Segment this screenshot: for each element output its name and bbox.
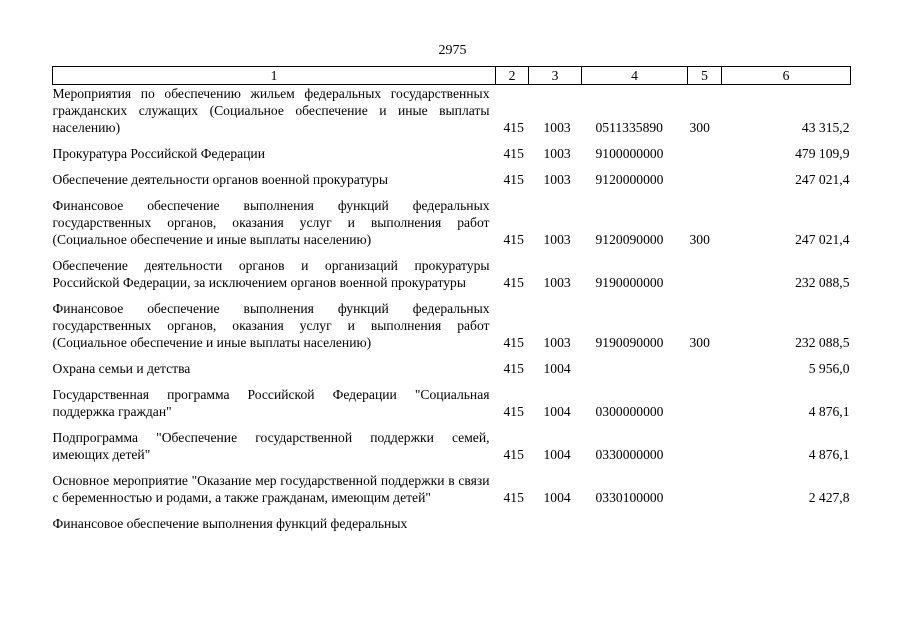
row-rz: 1003 <box>543 172 571 187</box>
row-sum: 2 427,8 <box>808 490 850 505</box>
row-rz: 1004 <box>543 447 571 462</box>
row-spacer <box>53 248 851 257</box>
row-gr: 415 <box>503 490 524 505</box>
row-rz: 1003 <box>543 335 571 350</box>
table-row <box>53 145 851 162</box>
row-gr: 415 <box>503 120 524 135</box>
row-sum: 479 109,9 <box>795 146 850 161</box>
row-spacer <box>53 188 851 197</box>
row-rz: 1003 <box>543 120 571 135</box>
row-spacer <box>53 136 851 145</box>
page-number: 2975 <box>438 43 467 58</box>
row-csr: 9190000000 <box>595 275 664 290</box>
row-spacer <box>53 506 851 515</box>
row-name: Прокуратура Российской Федерации <box>52 146 265 161</box>
row-sum: 247 021,4 <box>795 172 850 187</box>
row-csr <box>582 360 688 377</box>
row-spacer <box>53 420 851 429</box>
row-gr: 415 <box>503 447 524 462</box>
row-spacer <box>53 162 851 171</box>
row-rz: 1003 <box>543 232 571 247</box>
table-row <box>53 429 851 463</box>
row-spacer <box>53 377 851 386</box>
row-sum: 232 088,5 <box>795 275 850 290</box>
table-row <box>53 515 851 532</box>
row-gr <box>496 515 529 532</box>
row-vr <box>688 145 722 162</box>
column-header-vr: 5 <box>688 67 722 85</box>
row-sum: 43 315,2 <box>801 120 850 135</box>
table-row <box>53 85 851 137</box>
row-vr <box>688 515 722 532</box>
row-name: Государственная программа Российской Федерации "Социальная поддержка граждан" <box>52 387 490 419</box>
row-gr: 415 <box>503 335 524 350</box>
table-row <box>53 386 851 420</box>
row-name: Финансовое обеспечение выполнения функций федеральных государственных органов, оказания услуг и выполнения работ (Социальное обеспечение и иные выплаты населению) <box>52 198 490 247</box>
row-gr: 415 <box>503 232 524 247</box>
header-row <box>53 67 851 85</box>
row-csr: 9100000000 <box>595 146 664 161</box>
column-header-rz: 3 <box>529 67 582 85</box>
table-row <box>53 171 851 188</box>
row-csr: 9190090000 <box>595 335 664 350</box>
table-row <box>53 197 851 248</box>
row-spacer-cell <box>53 506 851 515</box>
column-header-name: 1 <box>53 67 496 85</box>
row-rz: 1003 <box>543 146 571 161</box>
row-sum: 232 088,5 <box>795 335 850 350</box>
row-rz <box>529 515 582 532</box>
row-gr: 415 <box>503 404 524 419</box>
row-sum: 4 876,1 <box>808 447 850 462</box>
row-csr: 0330100000 <box>595 490 664 505</box>
row-spacer <box>53 463 851 472</box>
column-header-gr: 2 <box>496 67 529 85</box>
row-rz: 1003 <box>543 275 571 290</box>
row-name: Охрана семьи и детства <box>52 361 191 376</box>
row-spacer-cell <box>53 377 851 386</box>
row-name: Обеспечение деятельности органов военной прокуратуры <box>52 172 388 187</box>
row-spacer <box>53 291 851 300</box>
row-name: Финансовое обеспечение выполнения функций федеральных государственных органов, оказания услуг и выполнения работ (Социальное обеспечение и иные выплаты населению) <box>52 301 490 350</box>
row-vr <box>688 386 722 420</box>
row-vr: 300 <box>689 335 710 350</box>
table-header <box>53 67 851 85</box>
row-vr: 300 <box>689 232 710 247</box>
row-spacer-cell <box>53 188 851 197</box>
row-csr: 0330000000 <box>595 447 664 462</box>
row-spacer-cell <box>53 136 851 145</box>
row-csr: 9120090000 <box>595 232 664 247</box>
table-row <box>53 472 851 506</box>
row-name: Финансовое обеспечение выполнения функций федеральных <box>52 516 408 531</box>
row-name: Подпрограмма "Обеспечение государственной поддержки семей, имеющих детей" <box>52 430 490 462</box>
table-row <box>53 360 851 377</box>
row-vr <box>688 360 722 377</box>
row-rz: 1004 <box>543 404 571 419</box>
row-gr: 415 <box>503 146 524 161</box>
row-spacer-cell <box>53 162 851 171</box>
row-gr: 415 <box>503 275 524 290</box>
table-row <box>53 300 851 351</box>
row-spacer-cell <box>53 351 851 360</box>
row-name: Обеспечение деятельности органов и организаций прокуратуры Российской Федерации, за исключением органов военной прокуратуры <box>52 258 490 290</box>
row-csr: 0300000000 <box>595 404 664 419</box>
row-gr: 415 <box>503 361 524 376</box>
row-vr <box>688 429 722 463</box>
row-rz: 1004 <box>543 490 571 505</box>
row-spacer-cell <box>53 420 851 429</box>
table-row <box>53 257 851 291</box>
row-spacer-cell <box>53 291 851 300</box>
column-header-sum: 6 <box>722 67 851 85</box>
column-header-csr: 4 <box>582 67 688 85</box>
row-csr <box>582 515 688 532</box>
row-csr: 0511335890 <box>595 120 663 135</box>
row-vr <box>688 257 722 291</box>
row-vr <box>688 472 722 506</box>
row-spacer-cell <box>53 463 851 472</box>
row-vr <box>688 171 722 188</box>
row-rz: 1004 <box>543 361 571 376</box>
row-csr: 9120000000 <box>595 172 664 187</box>
row-name: Основное мероприятие "Оказание мер государственной поддержки в связи с беременностью и родами, а также гражданам, имеющим детей" <box>52 473 490 505</box>
row-name: Мероприятия по обеспечению жильем федеральных государственных гражданских служащих (Социальное обеспечение и иные выплаты населению) <box>52 86 490 135</box>
row-sum <box>722 515 851 532</box>
row-spacer-cell <box>53 248 851 257</box>
row-spacer <box>53 351 851 360</box>
row-sum: 247 021,4 <box>795 232 850 247</box>
row-gr: 415 <box>503 172 524 187</box>
table-body <box>53 85 851 533</box>
row-vr: 300 <box>689 120 710 135</box>
budget-table <box>52 66 851 532</box>
row-sum: 5 956,0 <box>808 361 850 376</box>
row-sum: 4 876,1 <box>808 404 850 419</box>
